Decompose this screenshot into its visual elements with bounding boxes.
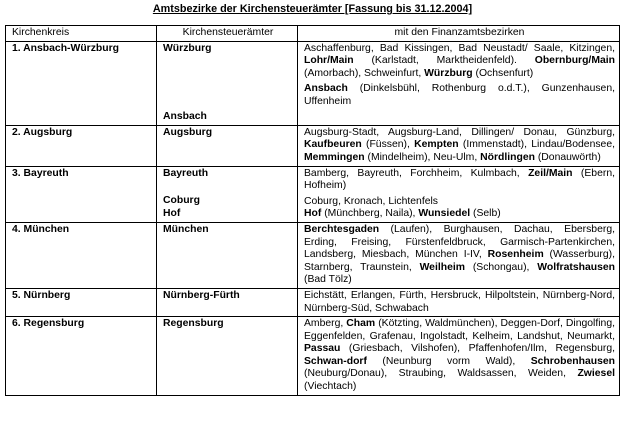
district-paragraph xyxy=(304,290,615,315)
finanzamt-seat-name: Obernburg/Main xyxy=(534,55,615,67)
finanzamt-seat-name: Wunsiedel xyxy=(418,208,471,220)
column-header-kirchenkreis: Kirchenkreis xyxy=(6,26,157,42)
district-paragraph xyxy=(304,208,615,221)
district-text: (Mindelheim), Neu-Ulm, xyxy=(364,151,481,163)
district-text: (Immenstadt), Lindau/Bodensee, xyxy=(458,139,615,151)
district-paragraph xyxy=(304,43,615,81)
kirchensteueramt-cell xyxy=(157,166,298,222)
column-header-finanzamtsbezirke: mit den Finanzamtsbezirken xyxy=(298,26,620,42)
district-text: (Füssen), xyxy=(361,139,415,151)
kirchensteueramt-name: Hof xyxy=(163,207,181,219)
kirchenkreis-cell: 5. Nürnberg xyxy=(6,288,157,316)
district-text: (Viechtach) xyxy=(304,381,357,393)
finanzamtsbezirke-cell xyxy=(298,41,620,125)
tax-office-table xyxy=(5,25,620,396)
district-text: (Selb) xyxy=(470,208,501,220)
district-text: Aschaffenburg, Bad Kissingen, Bad Neustadt/ Saale, Kitzingen, xyxy=(304,42,615,54)
table-row xyxy=(6,41,620,125)
finanzamt-seat-name: Berchtesgaden xyxy=(304,223,380,235)
finanzamtsbezirke-cell xyxy=(298,222,620,288)
district-text: Bamberg, Bayreuth, Forchheim, Kulmbach, xyxy=(304,167,529,179)
kirchenkreis-cell: 3. Bayreuth xyxy=(6,166,157,222)
district-paragraph xyxy=(304,224,615,287)
finanzamtsbezirke-cell xyxy=(298,317,620,396)
finanzamt-seat-name: Kaufbeuren xyxy=(304,139,362,151)
finanzamt-seat-name: Weilheim xyxy=(419,261,465,273)
district-paragraph xyxy=(304,83,615,108)
district-paragraph xyxy=(304,127,615,165)
table-row xyxy=(6,222,620,288)
finanzamt-seat-name: Nördlingen xyxy=(480,151,535,163)
district-text: Eichstätt, Erlangen, Fürth, Hersbruck, Hilpoltstein, Nürnberg-Nord, Nürnberg-Süd, Schwabach xyxy=(304,289,615,314)
district-text: (Neuburg/Donau), Straubing, Waldsassen, Weiden, xyxy=(304,368,578,380)
page-title: Amtsbezirke der Kirchensteuerämter [Fassung bis 31.12.2004] xyxy=(152,3,473,15)
kirchenkreis-cell: 4. München xyxy=(6,222,157,288)
table-header-row xyxy=(6,26,620,42)
kirchensteueramt-name: Würzburg xyxy=(163,42,212,54)
district-text: (Wasserburg), Starnberg, Traunstein, xyxy=(304,249,615,273)
district-text: (Karlstadt, Marktheidenfeld). xyxy=(353,55,535,67)
kirchensteueramt-cell xyxy=(157,125,298,166)
district-text: (Schongau), xyxy=(465,261,538,273)
district-text: (Ebern, Hofheim) xyxy=(304,167,615,192)
table-row xyxy=(6,166,620,222)
finanzamt-seat-name: Schrobenhausen xyxy=(530,355,615,367)
finanzamt-seat-name: Cham xyxy=(346,318,376,330)
finanzamtsbezirke-cell xyxy=(298,125,620,166)
district-text: (Dinkelsbühl, Rothenburg o.d.T.), Gunzenhausen, Uffenheim xyxy=(304,83,615,107)
finanzamt-seat-name: Zwiesel xyxy=(577,368,615,380)
kirchensteueramt-name: Augsburg xyxy=(163,126,213,138)
district-text: (Münchberg, Naila), xyxy=(321,208,419,220)
kirchensteueramt-name: Ansbach xyxy=(163,111,207,123)
column-header-kirchensteueraemter: Kirchensteuerämter xyxy=(157,26,298,42)
district-text: (Donauwörth) xyxy=(534,151,601,163)
finanzamt-seat-name: Schwan-dorf xyxy=(304,355,367,367)
district-text: (Laufen), Burghausen, Dachau, Ebersberg, Erding, Freising, Fürstenfeldbruck, Garmisch-Partenkirchen, Landsberg, Miesbach, München I-IV, xyxy=(304,223,615,261)
district-text: (Ochsenfurt) xyxy=(472,67,534,79)
district-text: (Neunburg vorm Wald), xyxy=(366,355,531,367)
district-text: (Griesbach, Vilshofen), Pfaffenhofen/Ilm, Regensburg, xyxy=(340,343,615,355)
finanzamt-seat-name: Wolfratshausen xyxy=(537,261,615,273)
district-paragraph xyxy=(304,196,615,209)
district-text: Coburg, Kronach, Lichtenfels xyxy=(304,195,439,207)
kirchensteueramt-name: Regensburg xyxy=(163,318,224,330)
kirchenkreis-cell: 6. Regensburg xyxy=(6,317,157,396)
kirchensteueramt-cell xyxy=(157,41,298,125)
finanzamt-seat-name: Lohr/Main xyxy=(304,55,354,67)
finanzamt-seat-name: Zeil/Main xyxy=(528,167,573,179)
district-text: Augsburg-Stadt, Augsburg-Land, Dillingen/ Donau, Günzburg, xyxy=(304,126,615,138)
finanzamtsbezirke-cell xyxy=(298,166,620,222)
finanzamt-seat-name: Passau xyxy=(304,343,341,355)
table-row xyxy=(6,288,620,316)
finanzamt-seat-name: Ansbach xyxy=(304,83,348,95)
kirchensteueramt-cell xyxy=(157,288,298,316)
kirchensteueramt-name: München xyxy=(163,223,209,235)
finanzamt-seat-name: Rosenheim xyxy=(487,249,544,261)
kirchensteueramt-name: Nürnberg-Fürth xyxy=(163,289,240,301)
kirchenkreis-cell: 1. Ansbach-Würzburg xyxy=(6,41,157,125)
kirchensteueramt-cell xyxy=(157,222,298,288)
district-paragraph xyxy=(304,168,615,193)
kirchenkreis-cell: 2. Augsburg xyxy=(6,125,157,166)
kirchensteueramt-name: Coburg xyxy=(163,195,200,207)
district-text: (Bad Tölz) xyxy=(304,274,352,286)
finanzamt-seat-name: Kempten xyxy=(414,139,459,151)
kirchensteueramt-cell xyxy=(157,317,298,396)
kirchensteueramt-name: Bayreuth xyxy=(163,167,209,179)
district-text: (Kötzting, Waldmünchen), Deggen-Dorf, Dingolfing, Eggenfelden, Grafenau, Ingolstadt, Kelheim, Landshut, Neumarkt, xyxy=(304,318,615,342)
finanzamt-seat-name: Hof xyxy=(304,208,322,220)
finanzamtsbezirke-cell xyxy=(298,288,620,316)
district-text: (Amorbach), Schweinfurt, xyxy=(304,67,425,79)
table-row xyxy=(6,317,620,396)
finanzamt-seat-name: Würzburg xyxy=(424,67,473,79)
district-paragraph xyxy=(304,318,615,394)
district-text: Amberg, xyxy=(304,318,347,330)
finanzamt-seat-name: Memmingen xyxy=(304,151,365,163)
table-row xyxy=(6,125,620,166)
